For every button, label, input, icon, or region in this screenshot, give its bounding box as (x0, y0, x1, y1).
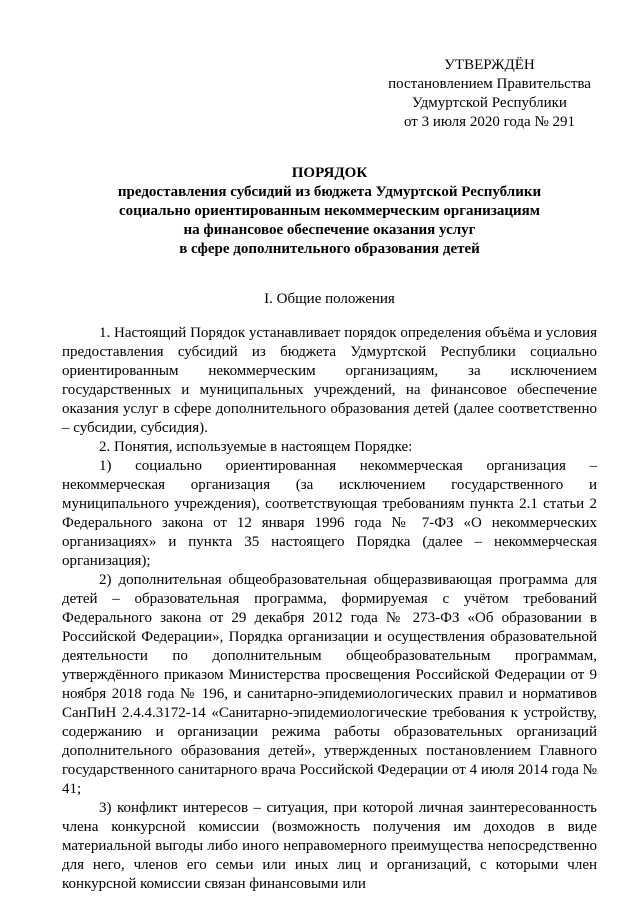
paragraph-1: 1. Настоящий Порядок устанавливает порядок определения объёма и условия предоставления субсидий из бюджета Удмуртской Республики социально ориентированным некоммерческим организациям, за исключением государственных и муниципальных учреждений, на финансовое обеспечение оказания услуг в сфере дополнительного образования детей (далее соответственно – субсидии, субсидия). (62, 325, 597, 436)
document-body (62, 324, 597, 894)
document-title (62, 164, 597, 259)
approval-date-number-line: от 3 июля 2020 года № 291 (403, 114, 576, 130)
paragraph-2: 2. Понятия, используемые в настоящем Порядке: (99, 439, 413, 455)
title-line: социально ориентированным некоммерческим организациям (119, 203, 540, 219)
paragraph-2-item-2: 2) дополнительная общеобразовательная общеразвивающая программа для детей – образовательная программа, формируемая с учётом требований Федерального закона от 29 декабря 2012 года № 273-ФЗ «Об образовании в Российской Федерации», Порядка организации и осуществления образовательной деятельности по дополнительным общеобразовательным программам, утверждённого приказом Министерства просвещения Российской Федерации от 9 ноября 2018 года № 196, и санитарно-эпидемиологических правил и нормативов СанПиН 2.4.4.3172-14 «Санитарно-эпидемиологические требования к устройству, содержанию и организации режима работы образовательных организаций дополнительного образования детей», утвержденных постановлением Главного государственного санитарного врача Российской Федерации от 4 июля 2014 года № 41; (62, 572, 597, 797)
title-word: ПОРЯДОК (291, 165, 368, 181)
section-heading: I. Общие положения (264, 291, 395, 307)
approval-status-line: УТВЕРЖДЁН (444, 57, 535, 73)
paragraph-2-item-1: 1) социально ориентированная некоммерческая организация – некоммерческая организация (за исключением государственного и муниципального учреждения), соответствующая требованиям пункта 2.1 статьи 2 Федерального закона от 12 января 1996 года № 7-ФЗ «О некоммерческих организациях» и пункта 35 настоящего Порядка (далее – некоммерческая организация); (62, 458, 597, 569)
approval-authority-line: постановлением Правительства (388, 76, 591, 92)
approval-block (382, 56, 597, 132)
title-line: в сфере дополнительного образования детей (179, 241, 480, 257)
title-line: на финансовое обеспечение оказания услуг (183, 222, 476, 238)
paragraph-2-item-3: 3) конфликт интересов – ситуация, при которой личная заинтересованность члена конкурсной комиссии (возможность получения им доходов в виде материальной выгоды либо иного неправомерного преимущества непосредственно для него, членов его семьи или иных лиц и организаций, с которыми член конкурсной комиссии связан финансовыми или (62, 800, 597, 892)
approval-region-line: Удмуртской Республики (412, 95, 567, 111)
title-line: предоставления субсидий из бюджета Удмуртской Республики (117, 184, 542, 200)
